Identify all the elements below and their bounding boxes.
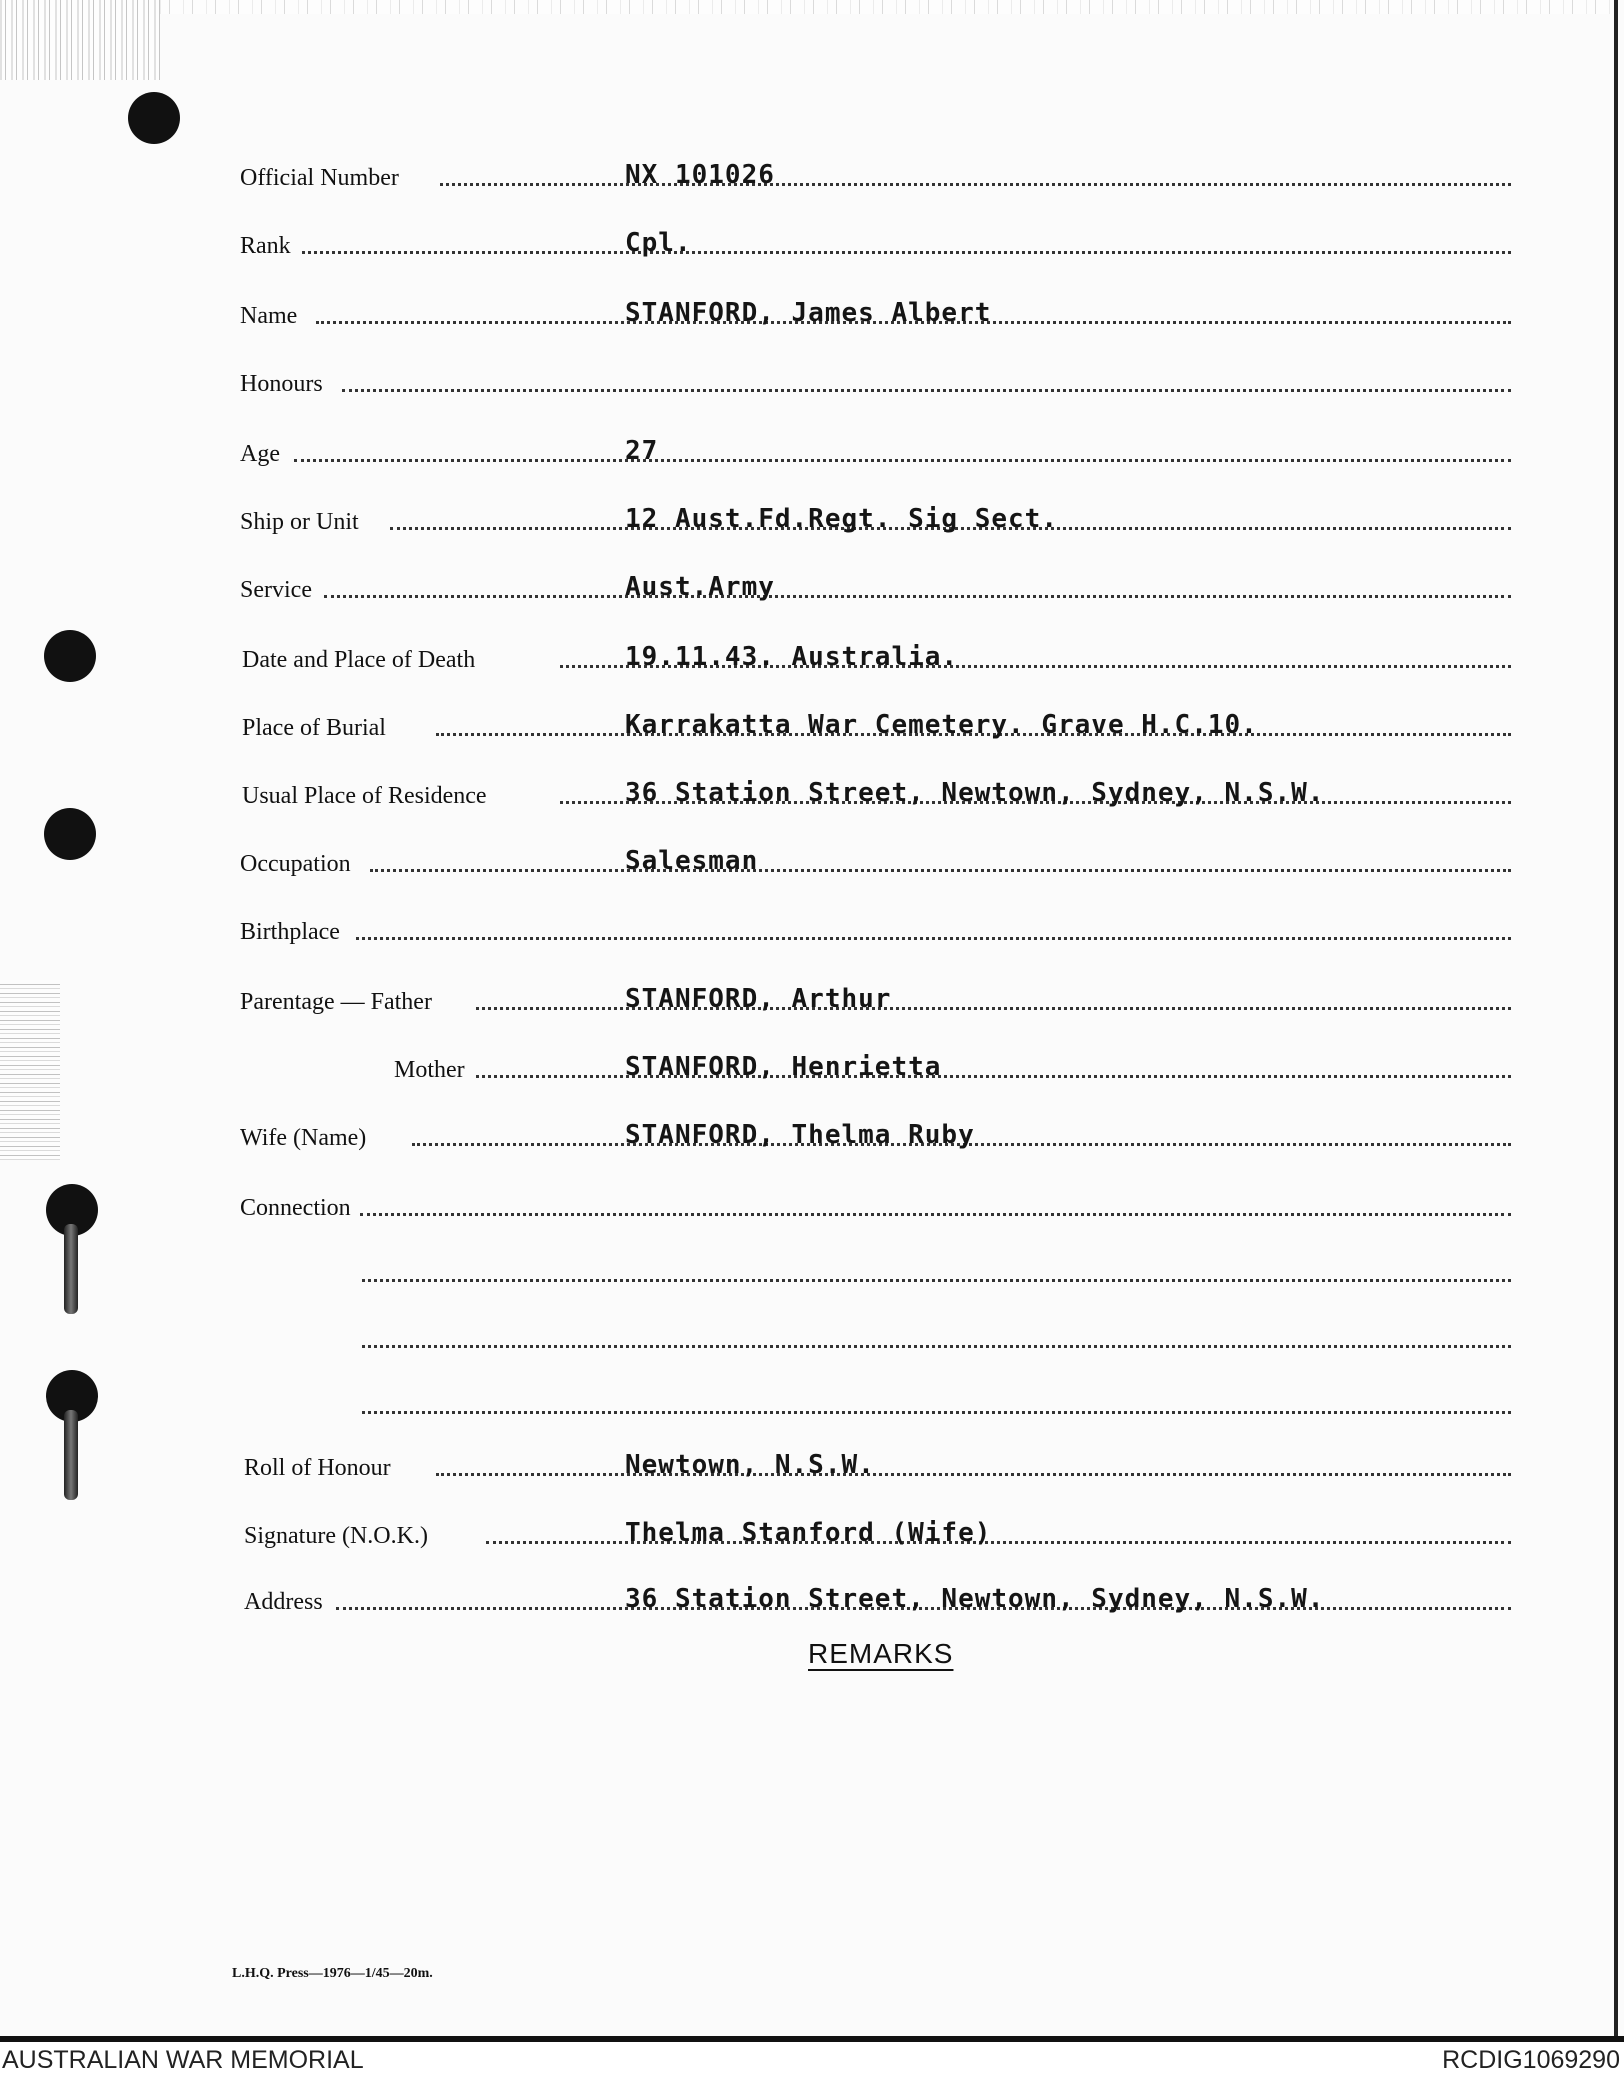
field-signature-nok — [0, 1508, 1624, 1548]
punch-hole-icon — [128, 92, 180, 144]
field-label: Service — [240, 577, 312, 603]
field-address — [0, 1574, 1624, 1614]
field-parentage-father — [0, 974, 1624, 1014]
field-label: Official Number — [240, 165, 399, 191]
field-label: Roll of Honour — [244, 1455, 391, 1481]
field-date-place-of-death — [0, 632, 1624, 672]
field-name — [0, 288, 1624, 328]
field-service — [0, 562, 1624, 602]
field-label: Birthplace — [240, 919, 340, 945]
field-value: Karrakatta War Cemetery. Grave H.C.10. — [625, 710, 1258, 740]
field-wife-name — [0, 1110, 1624, 1150]
dotted-line — [356, 937, 1511, 940]
dotted-line — [440, 183, 1511, 186]
field-label: Place of Burial — [242, 715, 386, 741]
field-birthplace — [0, 904, 1624, 944]
field-value: NX 101026 — [625, 160, 775, 190]
field-label: Signature (N.O.K.) — [244, 1523, 428, 1549]
connection-line — [0, 1312, 1624, 1352]
field-value: Aust.Army — [625, 572, 775, 602]
field-value: STANFORD, Thelma Ruby — [625, 1120, 975, 1150]
dotted-line — [324, 595, 1511, 598]
field-value: 27 — [625, 436, 659, 466]
field-age — [0, 426, 1624, 466]
dotted-line — [362, 1279, 1511, 1282]
field-label: Parentage — Father — [240, 989, 432, 1015]
field-value: Salesman — [625, 846, 759, 876]
field-value: 12 Aust.Fd.Regt. Sig Sect. — [625, 504, 1058, 534]
field-mother — [0, 1042, 1624, 1082]
field-value: STANFORD, Henrietta — [625, 1052, 942, 1082]
field-roll-of-honour — [0, 1440, 1624, 1480]
field-label: Mother — [394, 1057, 465, 1083]
footer-id: RCDIG1069290 — [1442, 2046, 1620, 2074]
field-value: Thelma Stanford (Wife) — [625, 1518, 992, 1548]
dotted-line — [436, 1473, 1511, 1476]
page-edge — [1614, 0, 1618, 2040]
field-label: Connection — [240, 1195, 351, 1221]
printer-imprint: L.H.Q. Press—1976—1/45—20m. — [232, 1966, 433, 1981]
dotted-line — [360, 1213, 1511, 1216]
field-value: 36 Station Street, Newtown, Sydney, N.S.W. — [625, 778, 1325, 808]
field-label: Ship or Unit — [240, 509, 359, 535]
field-ship-or-unit — [0, 494, 1624, 534]
dotted-line — [362, 1345, 1511, 1348]
connection-line — [0, 1378, 1624, 1418]
connection-line — [0, 1246, 1624, 1286]
field-rank — [0, 218, 1624, 258]
field-value: Newtown, N.S.W. — [625, 1450, 875, 1480]
field-label: Wife (Name) — [240, 1125, 367, 1151]
field-value: STANFORD, James Albert — [625, 298, 992, 328]
footer-divider — [0, 2036, 1624, 2042]
field-honours — [0, 356, 1624, 396]
field-label: Name — [240, 303, 298, 329]
field-label: Honours — [240, 371, 323, 397]
field-label: Occupation — [240, 851, 351, 877]
field-label: Rank — [240, 233, 291, 259]
footer-source: AUSTRALIAN WAR MEMORIAL — [2, 2046, 364, 2074]
field-usual-residence — [0, 768, 1624, 808]
dotted-line — [294, 459, 1511, 462]
field-connection — [0, 1180, 1624, 1220]
scan-artifact-top — [160, 0, 1610, 14]
field-official-number — [0, 150, 1624, 190]
dotted-line — [342, 389, 1511, 392]
field-value: 19.11.43. Australia. — [625, 642, 959, 672]
field-label: Address — [244, 1589, 323, 1615]
field-place-of-burial — [0, 700, 1624, 740]
remarks-heading: REMARKS — [808, 1638, 954, 1669]
field-label: Date and Place of Death — [242, 647, 476, 673]
dotted-line — [302, 251, 1511, 254]
field-occupation — [0, 836, 1624, 876]
field-label: Usual Place of Residence — [242, 783, 487, 809]
dotted-line — [370, 869, 1511, 872]
field-label: Age — [240, 441, 280, 467]
field-value: 36 Station Street, Newtown, Sydney, N.S.W. — [625, 1584, 1325, 1614]
field-value: STANFORD, Arthur — [625, 984, 892, 1014]
scan-artifact — [0, 0, 160, 80]
dotted-line — [362, 1411, 1511, 1414]
field-value: Cpl. — [625, 228, 692, 258]
